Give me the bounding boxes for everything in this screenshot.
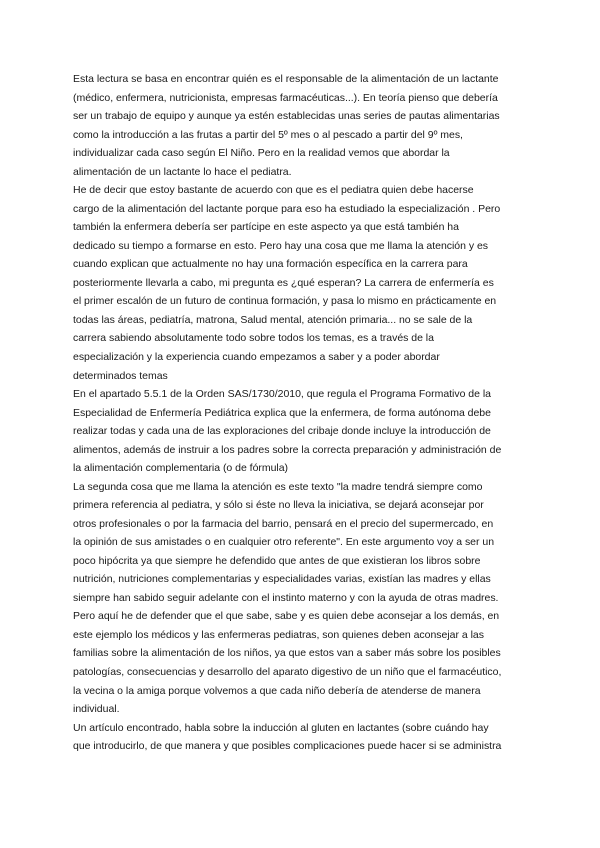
text-line: familias sobre la alimentación de los niños, ya que estos van a saber más sobre los posibles	[73, 647, 501, 660]
text-line: (médico, enfermera, nutricionista, empresas farmacéuticas...). En teoría pienso que debería	[73, 91, 498, 104]
text-line: determinados temas	[73, 369, 168, 382]
text-line: alimentos, además de instruir a los padres sobre la correcta preparación y administración de	[73, 443, 502, 456]
text-line: cuando explican que actualmente no hay una formación específica en la carrera para	[73, 258, 468, 271]
text-line: He de decir que estoy bastante de acuerdo con que es el pediatra quien debe hacerse	[73, 184, 474, 197]
text-line: En el apartado 5.5.1 de la Orden SAS/1730/2010, que regula el Programa Formativo de la	[73, 388, 491, 400]
text-line: todas las áreas, pediatría, matrona, Salud mental, atención primaria... no se sale de la	[73, 313, 473, 326]
text-line: La segunda cosa que me llama la atención es este texto "la madre tendrá siempre como	[73, 480, 483, 493]
text-line: Esta lectura se basa en encontrar quién es el responsable de la alimentación de un lactante	[73, 73, 499, 85]
text-line: especialización y la experiencia cuando empezamos a saber y a poder abordar	[73, 351, 440, 363]
text-line: también la enfermera debería ser partícipe en este aspecto ya que está también ha	[73, 221, 459, 234]
text-line: que introducirlo, de que manera y que posibles complicaciones puede hacer si se administra	[73, 740, 502, 753]
text-line: siempre han sabido seguir adelante con el instinto materno y con la ayuda de otras madres.	[73, 591, 499, 604]
text-line: nutrición, nutriciones complementarias y especialidades varias, existían las madres y ellas	[73, 573, 491, 586]
text-line: la alimentación complementaria (o de fórmula)	[73, 462, 289, 475]
text-line: este ejemplo los médicos y las enfermeras pediatras, son quienes deben aconsejar a las	[73, 628, 484, 641]
text-line: dedicado su tiempo a formarse en esto. Pero hay una cosa que me llama la atención y es	[73, 239, 489, 252]
text-line: Un artículo encontrado, habla sobre la inducción al gluten en lactantes (sobre cuándo hay	[73, 721, 489, 734]
text-line: realizar todas y cada una de las exploraciones del cribaje donde incluye la introducción de	[73, 425, 491, 438]
text-line: individualizar cada caso según El Niño. Pero en la realidad vemos que abordar la	[73, 147, 450, 160]
text-line: cargo de la alimentación del lactante porque para eso ha estudiado la especialización . Pero	[73, 202, 501, 215]
text-line: patologías, consecuencias y desarrollo del aparato digestivo de un niño que el farmacéutico,	[73, 666, 502, 678]
text-line: carrera sabiendo absolutamente todo sobre todos los temas, es a través de la	[73, 332, 434, 345]
text-line: Especialidad de Enfermería Pediátrica explica que la enfermera, de forma autónoma debe	[73, 406, 491, 419]
text-line: la vecina o la amiga porque volvemos a que cada niño debería de atenderse de manera	[73, 684, 481, 697]
text-line: como la introducción a las frutas a partir del 5º mes o al pescado a partir del 9º mes,	[73, 128, 463, 141]
text-line: primera referencia al pediatra, y sólo si éste no lleva la iniciativa, se dejará aconsejar por	[73, 499, 484, 512]
text-line: otros profesionales o por la farmacia del barrio, pensará en el precio del supermercado, en	[73, 517, 494, 530]
text-line: posteriormente llevarla a cabo, mi pregunta es ¿qué esperan? La carrera de enfermería es	[73, 276, 494, 289]
text-line: poco hipócrita ya que siempre he defendido que antes de que existieran los libros sobre	[73, 554, 481, 567]
text-line: Pero aquí he de defender que el que sabe, sabe y es quien debe aconsejar a los demás, en	[73, 610, 500, 623]
text-line: ser un trabajo de equipo y aunque ya estén establecidas unas series de pautas alimentarias	[73, 110, 500, 123]
text-line: la opinión de sus amistades o en cualquier otro referente". En este argumento voy a ser un	[73, 536, 495, 549]
text-line: alimentación de un lactante lo hace el pediatra.	[73, 165, 292, 178]
text-line: el primer escalón de un futuro de continua formación, y pasa lo mismo en prácticamente en	[73, 295, 497, 308]
text-line: individual.	[73, 703, 120, 715]
